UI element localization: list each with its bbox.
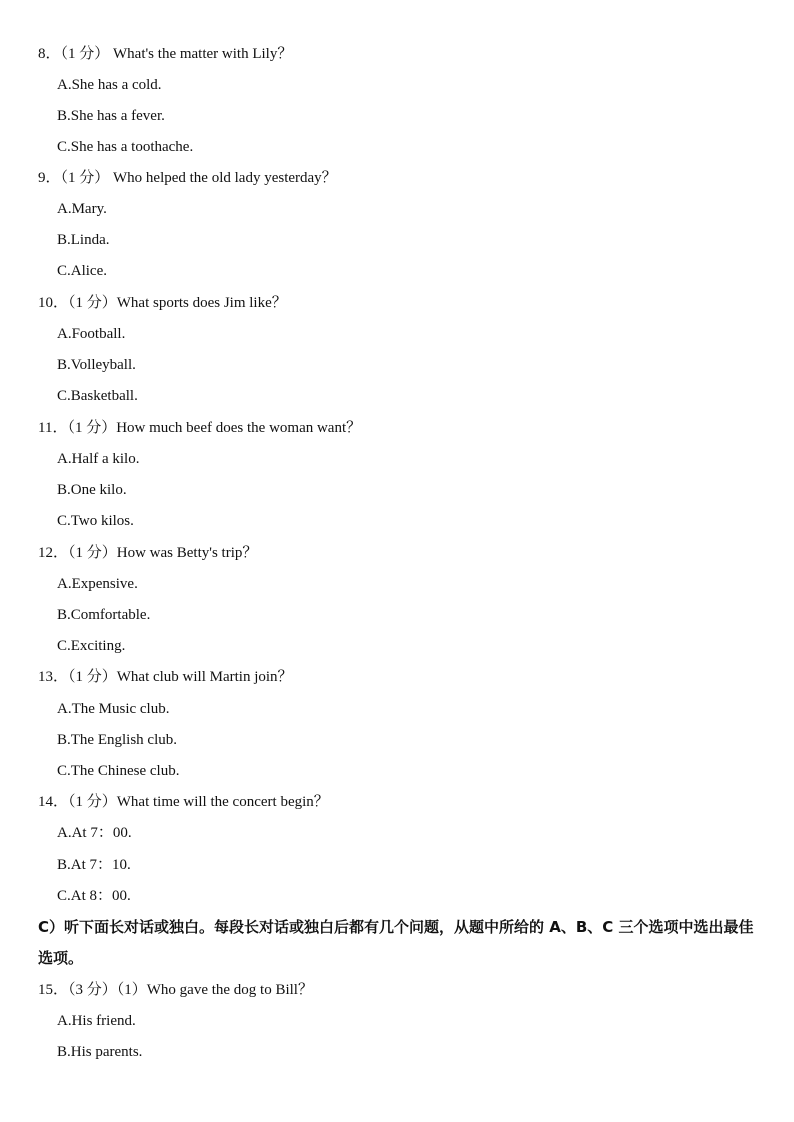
question-12-option-a: A.Expensive. [57, 576, 138, 592]
question-12-option-c: C.Exciting. [57, 638, 126, 654]
question-8-option-b: B.She has a fever. [57, 108, 165, 124]
question-12-stem: 12．（1 分）How was Betty's trip？ [38, 545, 258, 561]
question-8-option-c: C.She has a toothache. [57, 139, 194, 155]
question-10-stem: 10．（1 分）What sports does Jim like？ [38, 295, 287, 311]
question-11-option-a: A.Half a kilo. [57, 451, 140, 467]
question-10-option-b: B.Volleyball. [57, 357, 136, 373]
section-c-instructions: C）听下面长对话或独白。每段长对话或独白后都有几个问题，从题中所给的 A、B、C 三个选项中选出最佳选项。 [38, 918, 754, 967]
question-14-option-c: C.At 8：00. [57, 888, 131, 904]
question-14-option-b: B.At 7：10. [57, 857, 131, 873]
question-9-option-b: B.Linda. [57, 232, 110, 248]
question-14-option-a: A.At 7：00. [57, 825, 132, 841]
question-15-option-a: A.His friend. [57, 1013, 136, 1029]
question-15-option-b: B.His parents. [57, 1044, 143, 1060]
question-13-option-b: B.The English club. [57, 732, 177, 748]
question-12-option-b: B.Comfortable. [57, 607, 151, 623]
question-11-option-b: B.One kilo. [57, 482, 127, 498]
question-10-option-a: A.Football. [57, 326, 126, 342]
question-9-option-a: A.Mary. [57, 201, 107, 217]
question-9-stem: 9．（1 分） Who helped the old lady yesterday？ [38, 170, 337, 186]
question-11-option-c: C.Two kilos. [57, 513, 134, 529]
question-11-stem: 11．（1 分）How much beef does the woman want？ [38, 420, 362, 436]
question-8-option-a: A.She has a cold. [57, 77, 162, 93]
question-15-stem: 15．（3 分）（1）Who gave the dog to Bill？ [38, 982, 313, 998]
question-13-option-c: C.The Chinese club. [57, 763, 180, 779]
question-14-stem: 14．（1 分）What time will the concert begin？ [38, 794, 329, 810]
question-9-option-c: C.Alice. [57, 263, 107, 279]
question-13-option-a: A.The Music club. [57, 701, 170, 717]
question-13-stem: 13．（1 分）What club will Martin join？ [38, 669, 293, 685]
question-8-stem: 8．（1 分） What's the matter with Lily？ [38, 46, 293, 62]
question-10-option-c: C.Basketball. [57, 388, 138, 404]
